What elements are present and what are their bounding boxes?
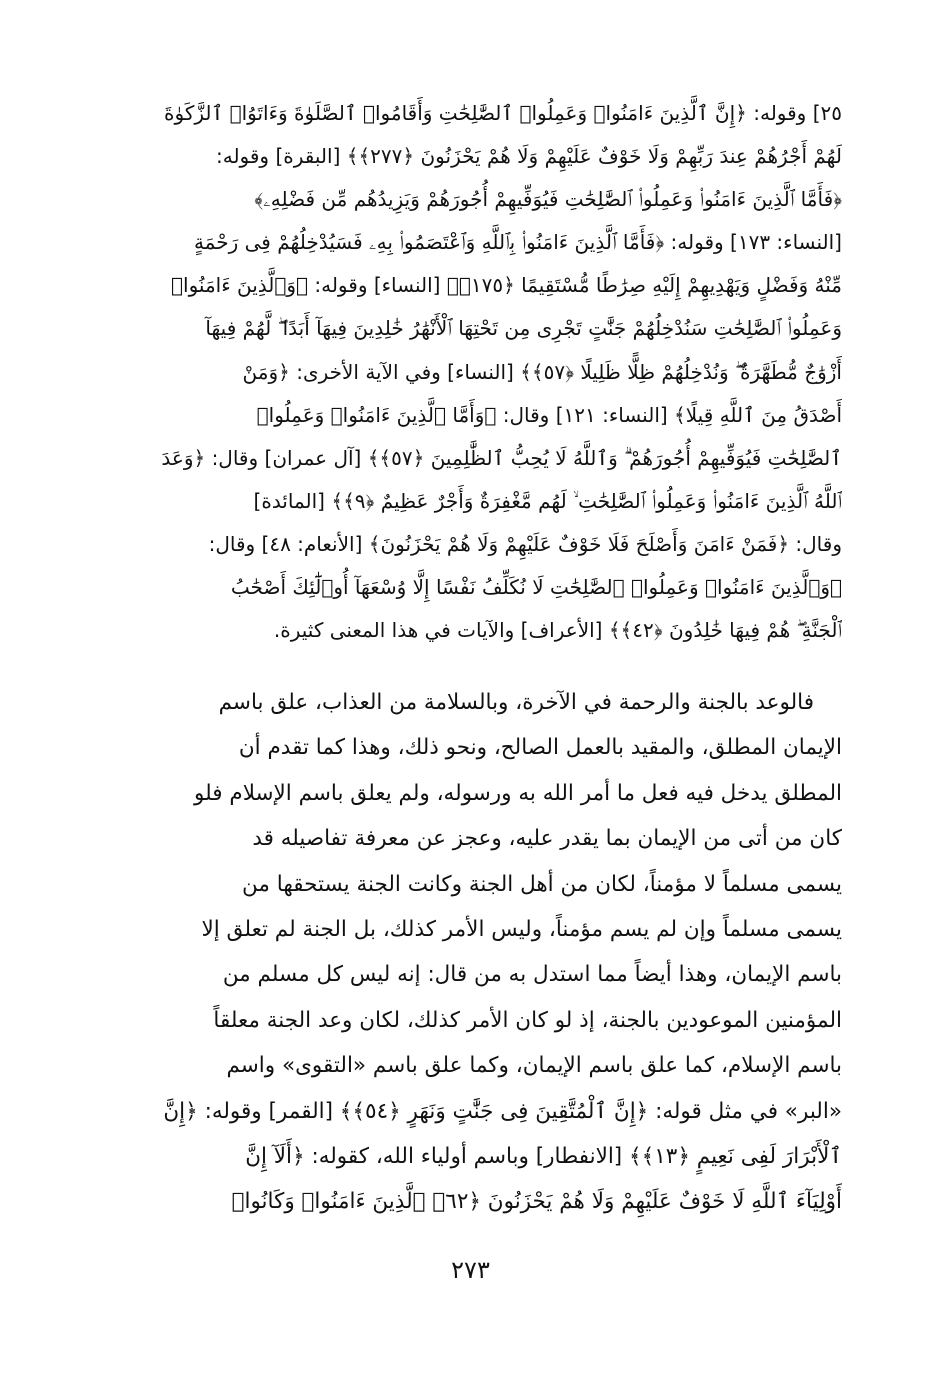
quran-citations-block [96, 92, 842, 652]
text-line: ٢٥] وقوله: ﴿إِنَّ ٱلَّذِينَ ءَامَنُوا۟ وَعَمِلُوا۟ ٱلصَّٰلِحَٰتِ وَأَقَامُوا۟ ٱلصَّلَوٰةَ وَءَاتَوُا۟ ٱلزَّكَوٰةَ [164, 101, 842, 125]
text-line: ٱلصَّٰلِحَٰتِ فَيُوَفِّيهِمْ أُجُورَهُمْ ۗ وَٱللَّهُ لَا يُحِبُّ ٱلظَّٰلِمِينَ ﴿٥٧﴾﴾ [آل عمران] وقال: ﴿وَعَدَ [161, 445, 842, 470]
text-line: الإيمان المطلق، والمقيد بالعمل الصالح، ونحو ذلك، وهذا كما تقدم أن [238, 735, 842, 761]
text-line: [النساء: ١٧٣] وقوله: ﴿فَأَمَّا ٱلَّذِينَ ءَامَنُوا۟ بِٱللَّهِ وَٱعْتَصَمُوا۟ بِهِۦ فَسَيُدْخِلُهُمْ فِى رَحْمَةٍ [193, 230, 842, 255]
text-line: «البر» في مثل قوله: ﴿إِنَّ ٱلْمُتَّقِينَ فِى جَنَّٰتٍ وَنَهَرٍ ﴿٥٤﴾﴾ [القمر] وقوله: ﴿إِنَّ [163, 1098, 842, 1124]
page-number: ٢٧٣ [451, 1256, 490, 1284]
commentary-paragraph [96, 680, 842, 1225]
text-line: وقال: ﴿فَمَنْ ءَامَنَ وَأَصْلَحَ فَلَا خَوْفٌ عَلَيْهِمْ وَلَا هُمْ يَحْزَنُونَ﴾ [الأنعام: ٤٨] وقال: [208, 531, 842, 556]
text-line: فالوعد بالجنة والرحمة في الآخرة، وبالسلامة من العذاب، علق باسم [218, 690, 814, 715]
text-line: وَعَمِلُوا۟ ٱلصَّٰلِحَٰتِ سَنُدْخِلُهُمْ جَنَّٰتٍ تَجْرِى مِن تَحْتِهَا ٱلْأَنْهَٰرُ خَٰلِدِينَ فِيهَآ أَبَدًا ۖ لَّهُمْ فِيهَآ [205, 316, 842, 341]
text-line: أَوْلِيَآءَ ٱللَّهِ لَا خَوْفٌ عَلَيْهِمْ وَلَا هُمْ يَحْزَنُونَ ﴿٦٢﴾ ٱلَّذِينَ ءَامَنُوا۟ وَكَانُوا۟ [231, 1189, 842, 1215]
text-line: باسم الإسلام، كما علق باسم الإيمان، وكما علق باسم «التقوى» واسم [226, 1053, 842, 1079]
text-line: كان من أتى من الإيمان بما يقدر عليه، وعجز عن معرفة تفاصيله قد [252, 826, 842, 852]
text-line: المطلق يدخل فيه فعل ما أمر الله به ورسوله، ولم يعلق باسم الإسلام فلو [194, 780, 842, 806]
text-line: المؤمنين الموعودين بالجنة، إذ لو كان الأمر كذلك، لكان وعد الجنة معلقاً [213, 1007, 842, 1033]
text-line: لَهُمْ أَجْرُهُمْ عِندَ رَبِّهِمْ وَلَا خَوْفٌ عَلَيْهِمْ وَلَا هُمْ يَحْزَنُونَ ﴿٢٧٧﴾﴾ [البقرة] وقوله: [215, 144, 842, 169]
text-line: أَصْدَقُ مِنَ ٱللَّهِ قِيلًا﴾ [النساء: ١٢١] وقال: ﴿وَأَمَّا ٱلَّذِينَ ءَامَنُوا۟ وَعَمِلُوا۟ [256, 402, 842, 427]
text-line: ﴿فَأَمَّا ٱلَّذِينَ ءَامَنُوا۟ وَعَمِلُوا۟ ٱلصَّٰلِحَٰتِ فَيُوَفِّيهِمْ أُجُورَهُمْ وَيَزِيدُهُم مِّن فَضْلِهِۦ﴾ [254, 187, 842, 212]
text-line: ٱلْجَنَّةِ ۖ هُمْ فِيهَا خَٰلِدُونَ ﴿٤٢﴾﴾ [الأعراف] والآيات في هذا المعنى كثيرة. [273, 618, 842, 643]
text-line: أَزْوَٰجٌ مُّطَهَّرَةٌ ۖ وَنُدْخِلُهُمْ ظِلًّا ظَلِيلًا ﴿٥٧﴾﴾ [النساء] وفي الآية الأخرى: ﴿وَمَنْ [242, 359, 842, 384]
text-line: ٱلْأَبْرَارَ لَفِى نَعِيمٍ ﴿١٣﴾﴾ [الانفطار] وباسم أولياء الله، كقوله: ﴿أَلَآ إِنَّ [245, 1143, 842, 1169]
text-line: يسمى مسلماً لا مؤمناً، لكان من أهل الجنة وكانت الجنة يستحقها من [242, 871, 842, 897]
text-line: ٱللَّهُ ٱلَّذِينَ ءَامَنُوا۟ وَعَمِلُوا۟ ٱلصَّٰلِحَٰتِ ۙ لَهُم مَّغْفِرَةٌ وَأَجْرٌ عَظِيمٌ ﴿٩﴾﴾ [المائدة] [253, 488, 842, 513]
text-line: مِّنْهُ وَفَضْلٍ وَيَهْدِيهِمْ إِلَيْهِ صِرَٰطًا مُّسْتَقِيمًا ﴿١٧٥﴾﴾ [النساء] وقوله: ﴿وَٱلَّذِينَ ءَامَنُوا۟ [171, 273, 842, 298]
text-line: يسمى مسلماً وإن لم يسم مؤمناً، وليس الأمر كذلك، بل الجنة لم تعلق إلا [201, 916, 842, 942]
text-line: باسم الإيمان، وهذا أيضاً مما استدل به من قال: إنه ليس كل مسلم من [222, 962, 842, 988]
text-line: ﴿وَٱلَّذِينَ ءَامَنُوا۟ وَعَمِلُوا۟ ٱلصَّٰلِحَٰتِ لَا نُكَلِّفُ نَفْسًا إِلَّا وُسْعَهَآ أُو۟لَٰٓئِكَ أَصْحَٰبُ [230, 575, 842, 600]
